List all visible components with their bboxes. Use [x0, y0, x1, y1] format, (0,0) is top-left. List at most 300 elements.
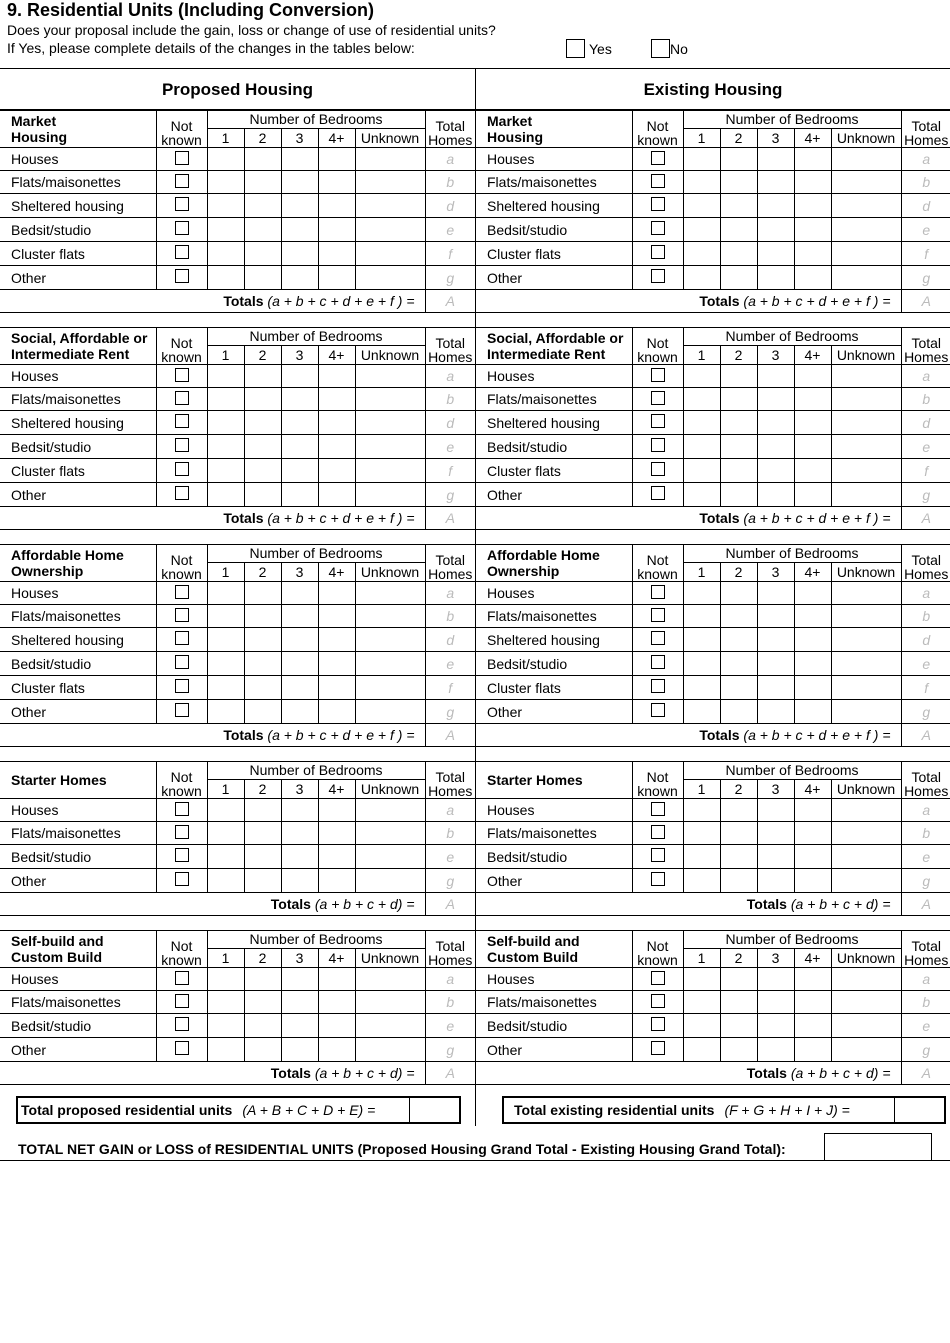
- row-total-input[interactable]: b: [901, 605, 950, 628]
- row-total-input[interactable]: d: [901, 411, 950, 435]
- bedroom-count-input[interactable]: [757, 582, 794, 605]
- bedroom-count-input[interactable]: [720, 1038, 757, 1062]
- bedroom-count-input[interactable]: [831, 869, 901, 893]
- bedroom-count-input[interactable]: [355, 242, 425, 266]
- row-total-input[interactable]: a: [901, 968, 950, 991]
- bedroom-count-input[interactable]: [318, 1014, 355, 1038]
- bedroom-count-input[interactable]: [355, 194, 425, 218]
- row-total-input[interactable]: g: [425, 483, 475, 507]
- bedroom-count-input[interactable]: [720, 822, 757, 845]
- bedroom-count-input[interactable]: [207, 483, 244, 507]
- row-total-input[interactable]: b: [425, 171, 475, 194]
- total-proposed-input[interactable]: [409, 1096, 459, 1124]
- not-known-checkbox[interactable]: [175, 655, 189, 669]
- bedroom-count-input[interactable]: [831, 218, 901, 242]
- bedroom-count-input[interactable]: [281, 365, 318, 388]
- bedroom-count-input[interactable]: [207, 148, 244, 171]
- bedroom-count-input[interactable]: [794, 582, 831, 605]
- bedroom-count-input[interactable]: [831, 459, 901, 483]
- bedroom-count-input[interactable]: [281, 388, 318, 411]
- row-total-input[interactable]: a: [901, 799, 950, 822]
- not-known-checkbox[interactable]: [651, 848, 665, 862]
- bedroom-count-input[interactable]: [720, 148, 757, 171]
- row-total-input[interactable]: a: [425, 799, 475, 822]
- bedroom-count-input[interactable]: [831, 991, 901, 1014]
- not-known-checkbox[interactable]: [651, 631, 665, 645]
- bedroom-count-input[interactable]: [757, 652, 794, 676]
- bedroom-count-input[interactable]: [281, 411, 318, 435]
- not-known-checkbox[interactable]: [651, 391, 665, 405]
- bedroom-count-input[interactable]: [244, 991, 281, 1014]
- bedroom-count-input[interactable]: [757, 628, 794, 652]
- bedroom-count-input[interactable]: [683, 1014, 720, 1038]
- not-known-checkbox[interactable]: [651, 825, 665, 839]
- row-total-input[interactable]: g: [425, 266, 475, 290]
- bedroom-count-input[interactable]: [318, 388, 355, 411]
- not-known-checkbox[interactable]: [175, 174, 189, 188]
- row-total-input[interactable]: e: [425, 652, 475, 676]
- section-total-input[interactable]: A: [901, 1062, 950, 1085]
- bedroom-count-input[interactable]: [281, 435, 318, 459]
- bedroom-count-input[interactable]: [757, 388, 794, 411]
- bedroom-count-input[interactable]: [794, 991, 831, 1014]
- bedroom-count-input[interactable]: [318, 605, 355, 628]
- bedroom-count-input[interactable]: [281, 845, 318, 869]
- bedroom-count-input[interactable]: [794, 869, 831, 893]
- section-total-input[interactable]: A: [901, 507, 950, 530]
- bedroom-count-input[interactable]: [281, 652, 318, 676]
- row-total-input[interactable]: b: [425, 605, 475, 628]
- bedroom-count-input[interactable]: [831, 1038, 901, 1062]
- bedroom-count-input[interactable]: [318, 411, 355, 435]
- bedroom-count-input[interactable]: [720, 483, 757, 507]
- bedroom-count-input[interactable]: [720, 1014, 757, 1038]
- bedroom-count-input[interactable]: [720, 676, 757, 700]
- bedroom-count-input[interactable]: [683, 411, 720, 435]
- not-known-checkbox[interactable]: [175, 1017, 189, 1031]
- bedroom-count-input[interactable]: [355, 459, 425, 483]
- not-known-checkbox[interactable]: [175, 462, 189, 476]
- bedroom-count-input[interactable]: [757, 171, 794, 194]
- bedroom-count-input[interactable]: [244, 799, 281, 822]
- no-checkbox[interactable]: [651, 39, 670, 58]
- bedroom-count-input[interactable]: [683, 652, 720, 676]
- bedroom-count-input[interactable]: [794, 822, 831, 845]
- section-total-input[interactable]: A: [901, 290, 950, 313]
- bedroom-count-input[interactable]: [281, 148, 318, 171]
- bedroom-count-input[interactable]: [318, 968, 355, 991]
- bedroom-count-input[interactable]: [720, 459, 757, 483]
- not-known-checkbox[interactable]: [175, 151, 189, 165]
- bedroom-count-input[interactable]: [831, 676, 901, 700]
- bedroom-count-input[interactable]: [281, 822, 318, 845]
- not-known-checkbox[interactable]: [651, 703, 665, 717]
- row-total-input[interactable]: b: [425, 991, 475, 1014]
- row-total-input[interactable]: e: [901, 218, 950, 242]
- bedroom-count-input[interactable]: [720, 194, 757, 218]
- row-total-input[interactable]: f: [901, 459, 950, 483]
- bedroom-count-input[interactable]: [720, 700, 757, 724]
- bedroom-count-input[interactable]: [207, 628, 244, 652]
- bedroom-count-input[interactable]: [207, 605, 244, 628]
- bedroom-count-input[interactable]: [720, 845, 757, 869]
- bedroom-count-input[interactable]: [244, 1014, 281, 1038]
- bedroom-count-input[interactable]: [244, 582, 281, 605]
- bedroom-count-input[interactable]: [794, 171, 831, 194]
- bedroom-count-input[interactable]: [757, 700, 794, 724]
- bedroom-count-input[interactable]: [683, 968, 720, 991]
- bedroom-count-input[interactable]: [355, 845, 425, 869]
- bedroom-count-input[interactable]: [281, 266, 318, 290]
- row-total-input[interactable]: e: [425, 845, 475, 869]
- bedroom-count-input[interactable]: [244, 435, 281, 459]
- bedroom-count-input[interactable]: [318, 700, 355, 724]
- bedroom-count-input[interactable]: [207, 266, 244, 290]
- bedroom-count-input[interactable]: [244, 700, 281, 724]
- not-known-checkbox[interactable]: [651, 1017, 665, 1031]
- bedroom-count-input[interactable]: [683, 700, 720, 724]
- bedroom-count-input[interactable]: [318, 194, 355, 218]
- row-total-input[interactable]: g: [901, 1038, 950, 1062]
- bedroom-count-input[interactable]: [683, 869, 720, 893]
- not-known-checkbox[interactable]: [175, 391, 189, 405]
- bedroom-count-input[interactable]: [757, 459, 794, 483]
- bedroom-count-input[interactable]: [683, 459, 720, 483]
- not-known-checkbox[interactable]: [651, 486, 665, 500]
- bedroom-count-input[interactable]: [281, 676, 318, 700]
- bedroom-count-input[interactable]: [244, 218, 281, 242]
- bedroom-count-input[interactable]: [683, 388, 720, 411]
- bedroom-count-input[interactable]: [355, 652, 425, 676]
- row-total-input[interactable]: a: [425, 968, 475, 991]
- row-total-input[interactable]: f: [425, 459, 475, 483]
- bedroom-count-input[interactable]: [355, 799, 425, 822]
- not-known-checkbox[interactable]: [175, 679, 189, 693]
- bedroom-count-input[interactable]: [318, 148, 355, 171]
- bedroom-count-input[interactable]: [683, 266, 720, 290]
- bedroom-count-input[interactable]: [720, 171, 757, 194]
- bedroom-count-input[interactable]: [244, 869, 281, 893]
- bedroom-count-input[interactable]: [207, 822, 244, 845]
- bedroom-count-input[interactable]: [244, 822, 281, 845]
- row-total-input[interactable]: g: [425, 700, 475, 724]
- bedroom-count-input[interactable]: [355, 171, 425, 194]
- not-known-checkbox[interactable]: [651, 971, 665, 985]
- section-total-input[interactable]: A: [901, 724, 950, 747]
- bedroom-count-input[interactable]: [355, 435, 425, 459]
- bedroom-count-input[interactable]: [794, 459, 831, 483]
- bedroom-count-input[interactable]: [794, 676, 831, 700]
- bedroom-count-input[interactable]: [831, 700, 901, 724]
- bedroom-count-input[interactable]: [757, 194, 794, 218]
- not-known-checkbox[interactable]: [175, 585, 189, 599]
- bedroom-count-input[interactable]: [207, 194, 244, 218]
- not-known-checkbox[interactable]: [651, 197, 665, 211]
- bedroom-count-input[interactable]: [831, 822, 901, 845]
- not-known-checkbox[interactable]: [175, 414, 189, 428]
- row-total-input[interactable]: d: [901, 194, 950, 218]
- row-total-input[interactable]: e: [425, 435, 475, 459]
- bedroom-count-input[interactable]: [794, 242, 831, 266]
- bedroom-count-input[interactable]: [207, 388, 244, 411]
- bedroom-count-input[interactable]: [683, 822, 720, 845]
- bedroom-count-input[interactable]: [794, 365, 831, 388]
- bedroom-count-input[interactable]: [281, 483, 318, 507]
- bedroom-count-input[interactable]: [355, 148, 425, 171]
- row-total-input[interactable]: d: [901, 628, 950, 652]
- bedroom-count-input[interactable]: [355, 700, 425, 724]
- bedroom-count-input[interactable]: [281, 991, 318, 1014]
- bedroom-count-input[interactable]: [355, 218, 425, 242]
- not-known-checkbox[interactable]: [175, 197, 189, 211]
- row-total-input[interactable]: d: [425, 194, 475, 218]
- bedroom-count-input[interactable]: [757, 605, 794, 628]
- not-known-checkbox[interactable]: [175, 269, 189, 283]
- row-total-input[interactable]: f: [425, 242, 475, 266]
- not-known-checkbox[interactable]: [651, 269, 665, 283]
- bedroom-count-input[interactable]: [281, 968, 318, 991]
- not-known-checkbox[interactable]: [651, 585, 665, 599]
- bedroom-count-input[interactable]: [794, 1014, 831, 1038]
- bedroom-count-input[interactable]: [831, 483, 901, 507]
- bedroom-count-input[interactable]: [794, 148, 831, 171]
- not-known-checkbox[interactable]: [651, 151, 665, 165]
- bedroom-count-input[interactable]: [831, 148, 901, 171]
- bedroom-count-input[interactable]: [318, 652, 355, 676]
- bedroom-count-input[interactable]: [831, 968, 901, 991]
- row-total-input[interactable]: g: [425, 869, 475, 893]
- bedroom-count-input[interactable]: [757, 869, 794, 893]
- bedroom-count-input[interactable]: [207, 582, 244, 605]
- net-gain-loss-input[interactable]: [824, 1133, 932, 1161]
- not-known-checkbox[interactable]: [651, 414, 665, 428]
- bedroom-count-input[interactable]: [757, 266, 794, 290]
- bedroom-count-input[interactable]: [207, 799, 244, 822]
- row-total-input[interactable]: a: [901, 582, 950, 605]
- row-total-input[interactable]: g: [901, 700, 950, 724]
- not-known-checkbox[interactable]: [651, 872, 665, 886]
- row-total-input[interactable]: a: [425, 582, 475, 605]
- bedroom-count-input[interactable]: [757, 799, 794, 822]
- bedroom-count-input[interactable]: [355, 582, 425, 605]
- bedroom-count-input[interactable]: [794, 483, 831, 507]
- bedroom-count-input[interactable]: [683, 628, 720, 652]
- bedroom-count-input[interactable]: [355, 605, 425, 628]
- bedroom-count-input[interactable]: [355, 388, 425, 411]
- bedroom-count-input[interactable]: [831, 582, 901, 605]
- row-total-input[interactable]: e: [425, 1014, 475, 1038]
- bedroom-count-input[interactable]: [794, 628, 831, 652]
- bedroom-count-input[interactable]: [831, 388, 901, 411]
- row-total-input[interactable]: f: [425, 676, 475, 700]
- row-total-input[interactable]: b: [901, 991, 950, 1014]
- bedroom-count-input[interactable]: [244, 266, 281, 290]
- bedroom-count-input[interactable]: [683, 483, 720, 507]
- bedroom-count-input[interactable]: [831, 628, 901, 652]
- bedroom-count-input[interactable]: [831, 411, 901, 435]
- bedroom-count-input[interactable]: [757, 676, 794, 700]
- bedroom-count-input[interactable]: [831, 171, 901, 194]
- bedroom-count-input[interactable]: [207, 365, 244, 388]
- bedroom-count-input[interactable]: [281, 700, 318, 724]
- section-total-input[interactable]: A: [425, 290, 475, 313]
- bedroom-count-input[interactable]: [720, 652, 757, 676]
- bedroom-count-input[interactable]: [355, 483, 425, 507]
- bedroom-count-input[interactable]: [318, 218, 355, 242]
- bedroom-count-input[interactable]: [244, 171, 281, 194]
- bedroom-count-input[interactable]: [244, 1038, 281, 1062]
- bedroom-count-input[interactable]: [794, 605, 831, 628]
- bedroom-count-input[interactable]: [720, 242, 757, 266]
- not-known-checkbox[interactable]: [175, 825, 189, 839]
- bedroom-count-input[interactable]: [281, 582, 318, 605]
- bedroom-count-input[interactable]: [683, 991, 720, 1014]
- bedroom-count-input[interactable]: [757, 242, 794, 266]
- bedroom-count-input[interactable]: [683, 218, 720, 242]
- yes-checkbox[interactable]: [566, 39, 585, 58]
- row-total-input[interactable]: b: [901, 388, 950, 411]
- bedroom-count-input[interactable]: [683, 582, 720, 605]
- bedroom-count-input[interactable]: [831, 652, 901, 676]
- row-total-input[interactable]: b: [901, 822, 950, 845]
- not-known-checkbox[interactable]: [651, 994, 665, 1008]
- bedroom-count-input[interactable]: [207, 991, 244, 1014]
- no-option[interactable]: [651, 39, 688, 58]
- not-known-checkbox[interactable]: [651, 462, 665, 476]
- bedroom-count-input[interactable]: [683, 365, 720, 388]
- bedroom-count-input[interactable]: [207, 435, 244, 459]
- row-total-input[interactable]: g: [901, 483, 950, 507]
- bedroom-count-input[interactable]: [281, 194, 318, 218]
- bedroom-count-input[interactable]: [355, 991, 425, 1014]
- bedroom-count-input[interactable]: [831, 845, 901, 869]
- row-total-input[interactable]: d: [425, 628, 475, 652]
- row-total-input[interactable]: d: [425, 411, 475, 435]
- bedroom-count-input[interactable]: [244, 459, 281, 483]
- row-total-input[interactable]: e: [425, 218, 475, 242]
- bedroom-count-input[interactable]: [794, 194, 831, 218]
- not-known-checkbox[interactable]: [175, 994, 189, 1008]
- bedroom-count-input[interactable]: [244, 388, 281, 411]
- bedroom-count-input[interactable]: [720, 435, 757, 459]
- bedroom-count-input[interactable]: [831, 194, 901, 218]
- bedroom-count-input[interactable]: [207, 459, 244, 483]
- bedroom-count-input[interactable]: [683, 171, 720, 194]
- bedroom-count-input[interactable]: [683, 799, 720, 822]
- bedroom-count-input[interactable]: [757, 968, 794, 991]
- row-total-input[interactable]: g: [901, 869, 950, 893]
- bedroom-count-input[interactable]: [831, 242, 901, 266]
- bedroom-count-input[interactable]: [244, 628, 281, 652]
- bedroom-count-input[interactable]: [355, 822, 425, 845]
- bedroom-count-input[interactable]: [757, 365, 794, 388]
- bedroom-count-input[interactable]: [831, 435, 901, 459]
- row-total-input[interactable]: a: [901, 148, 950, 171]
- not-known-checkbox[interactable]: [651, 221, 665, 235]
- bedroom-count-input[interactable]: [720, 218, 757, 242]
- bedroom-count-input[interactable]: [207, 411, 244, 435]
- bedroom-count-input[interactable]: [244, 148, 281, 171]
- not-known-checkbox[interactable]: [651, 802, 665, 816]
- bedroom-count-input[interactable]: [683, 435, 720, 459]
- bedroom-count-input[interactable]: [318, 991, 355, 1014]
- bedroom-count-input[interactable]: [207, 869, 244, 893]
- row-total-input[interactable]: e: [901, 845, 950, 869]
- bedroom-count-input[interactable]: [207, 242, 244, 266]
- bedroom-count-input[interactable]: [318, 483, 355, 507]
- bedroom-count-input[interactable]: [794, 266, 831, 290]
- bedroom-count-input[interactable]: [720, 968, 757, 991]
- bedroom-count-input[interactable]: [318, 582, 355, 605]
- bedroom-count-input[interactable]: [683, 242, 720, 266]
- bedroom-count-input[interactable]: [281, 1038, 318, 1062]
- bedroom-count-input[interactable]: [207, 700, 244, 724]
- section-total-input[interactable]: A: [901, 893, 950, 916]
- bedroom-count-input[interactable]: [831, 1014, 901, 1038]
- row-total-input[interactable]: e: [901, 1014, 950, 1038]
- bedroom-count-input[interactable]: [355, 266, 425, 290]
- bedroom-count-input[interactable]: [794, 700, 831, 724]
- bedroom-count-input[interactable]: [318, 171, 355, 194]
- bedroom-count-input[interactable]: [207, 652, 244, 676]
- row-total-input[interactable]: a: [901, 365, 950, 388]
- bedroom-count-input[interactable]: [244, 365, 281, 388]
- row-total-input[interactable]: b: [425, 822, 475, 845]
- bedroom-count-input[interactable]: [683, 845, 720, 869]
- not-known-checkbox[interactable]: [651, 368, 665, 382]
- bedroom-count-input[interactable]: [757, 845, 794, 869]
- bedroom-count-input[interactable]: [355, 1038, 425, 1062]
- bedroom-count-input[interactable]: [757, 1014, 794, 1038]
- bedroom-count-input[interactable]: [720, 411, 757, 435]
- section-total-input[interactable]: A: [425, 1062, 475, 1085]
- bedroom-count-input[interactable]: [794, 652, 831, 676]
- bedroom-count-input[interactable]: [831, 605, 901, 628]
- bedroom-count-input[interactable]: [831, 365, 901, 388]
- bedroom-count-input[interactable]: [318, 822, 355, 845]
- bedroom-count-input[interactable]: [318, 435, 355, 459]
- row-total-input[interactable]: b: [901, 171, 950, 194]
- bedroom-count-input[interactable]: [244, 242, 281, 266]
- bedroom-count-input[interactable]: [281, 1014, 318, 1038]
- bedroom-count-input[interactable]: [720, 869, 757, 893]
- bedroom-count-input[interactable]: [318, 266, 355, 290]
- bedroom-count-input[interactable]: [794, 388, 831, 411]
- bedroom-count-input[interactable]: [720, 605, 757, 628]
- bedroom-count-input[interactable]: [757, 991, 794, 1014]
- bedroom-count-input[interactable]: [318, 242, 355, 266]
- row-total-input[interactable]: e: [901, 435, 950, 459]
- bedroom-count-input[interactable]: [757, 483, 794, 507]
- not-known-checkbox[interactable]: [175, 486, 189, 500]
- section-total-input[interactable]: A: [425, 893, 475, 916]
- not-known-checkbox[interactable]: [651, 438, 665, 452]
- bedroom-count-input[interactable]: [281, 218, 318, 242]
- bedroom-count-input[interactable]: [355, 411, 425, 435]
- bedroom-count-input[interactable]: [794, 435, 831, 459]
- row-total-input[interactable]: f: [901, 676, 950, 700]
- bedroom-count-input[interactable]: [318, 365, 355, 388]
- bedroom-count-input[interactable]: [794, 799, 831, 822]
- bedroom-count-input[interactable]: [207, 1014, 244, 1038]
- bedroom-count-input[interactable]: [318, 845, 355, 869]
- bedroom-count-input[interactable]: [207, 171, 244, 194]
- bedroom-count-input[interactable]: [757, 1038, 794, 1062]
- row-total-input[interactable]: a: [425, 365, 475, 388]
- bedroom-count-input[interactable]: [683, 148, 720, 171]
- bedroom-count-input[interactable]: [281, 242, 318, 266]
- bedroom-count-input[interactable]: [683, 194, 720, 218]
